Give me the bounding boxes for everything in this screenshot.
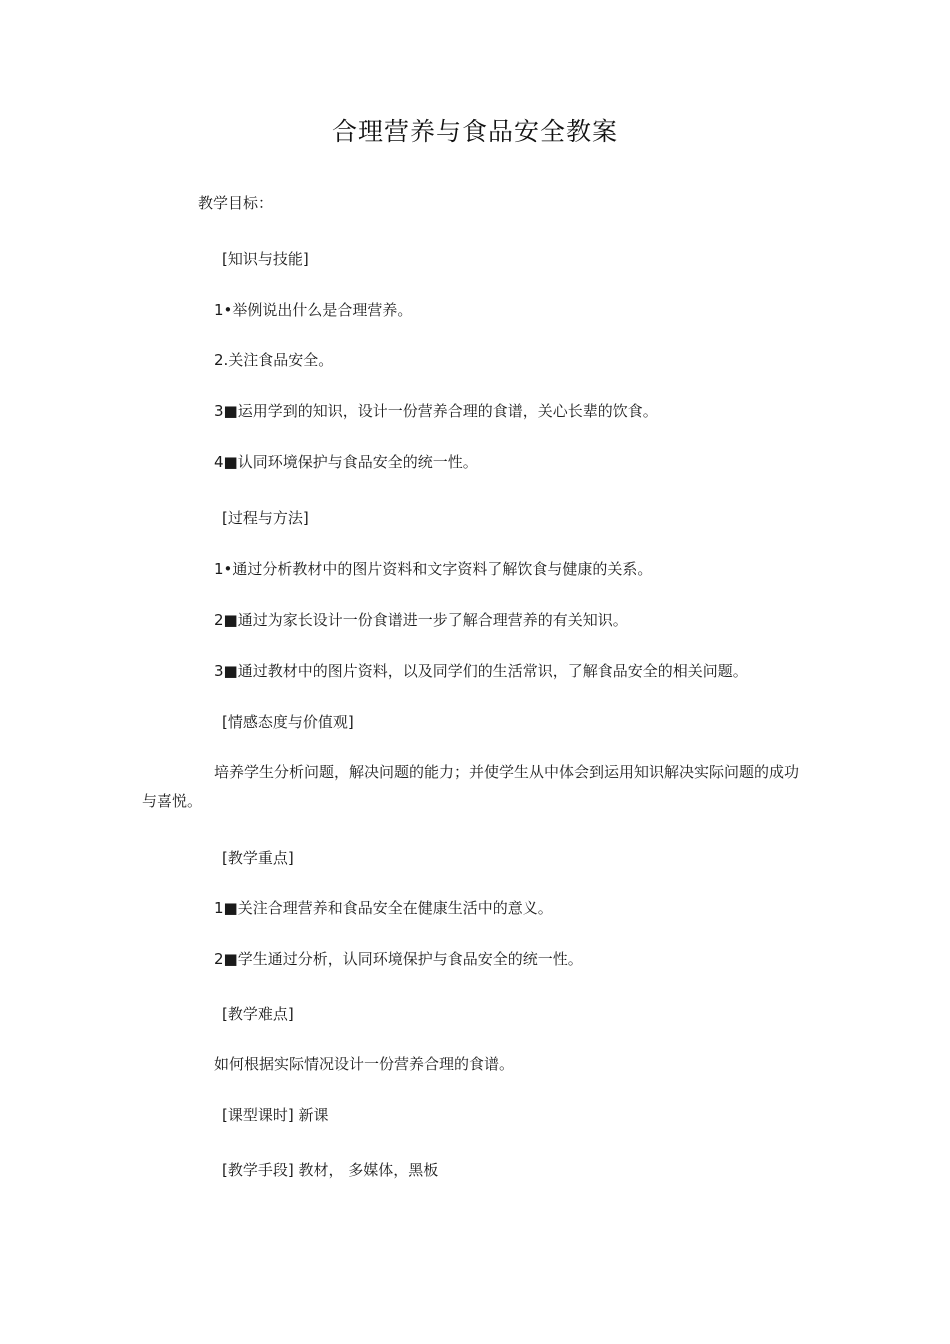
emotion-text: 培养学生分析问题，解决问题的能力；并使学生从中体会到运用知识解决实际问题的成功与喜悦。 bbox=[142, 763, 800, 810]
key-points-heading: [教学重点] bbox=[222, 849, 294, 867]
process-item: 3■通过教材中的图片资料，以及同学们的生活常识，了解食品安全的相关问题。 bbox=[214, 662, 748, 680]
knowledge-item: 4■认同环境保护与食品安全的统一性。 bbox=[214, 453, 478, 471]
knowledge-heading: [知识与技能] bbox=[222, 250, 309, 268]
process-heading: [过程与方法] bbox=[222, 509, 309, 527]
difficulty-heading: [教学难点] bbox=[222, 1005, 294, 1023]
teaching-means: [教学手段] 教材， 多媒体，黑板 bbox=[222, 1161, 439, 1179]
lesson-type: [课型课时] 新课 bbox=[222, 1106, 329, 1124]
objectives-heading: 教学目标： bbox=[198, 194, 274, 212]
emotion-paragraph bbox=[142, 758, 807, 816]
process-item: 1•通过分析教材中的图片资料和文字资料了解饮食与健康的关系。 bbox=[214, 560, 653, 578]
difficulty-text: 如何根据实际情况设计一份营养合理的食谱。 bbox=[214, 1055, 515, 1073]
emotion-heading: [情感态度与价值观] bbox=[222, 713, 354, 731]
key-point-item: 2■学生通过分析，认同环境保护与食品安全的统一性。 bbox=[214, 950, 583, 968]
knowledge-item: 1•举例说出什么是合理营养。 bbox=[214, 301, 413, 319]
process-item: 2■通过为家长设计一份食谱进一步了解合理营养的有关知识。 bbox=[214, 611, 628, 629]
document-title: 合理营养与食品安全教案 bbox=[331, 117, 618, 146]
knowledge-item: 3■运用学到的知识，设计一份营养合理的食谱，关心长辈的饮食。 bbox=[214, 402, 658, 420]
knowledge-item: 2.关注食品安全。 bbox=[214, 351, 334, 369]
key-point-item: 1■关注合理营养和食品安全在健康生活中的意义。 bbox=[214, 899, 553, 917]
